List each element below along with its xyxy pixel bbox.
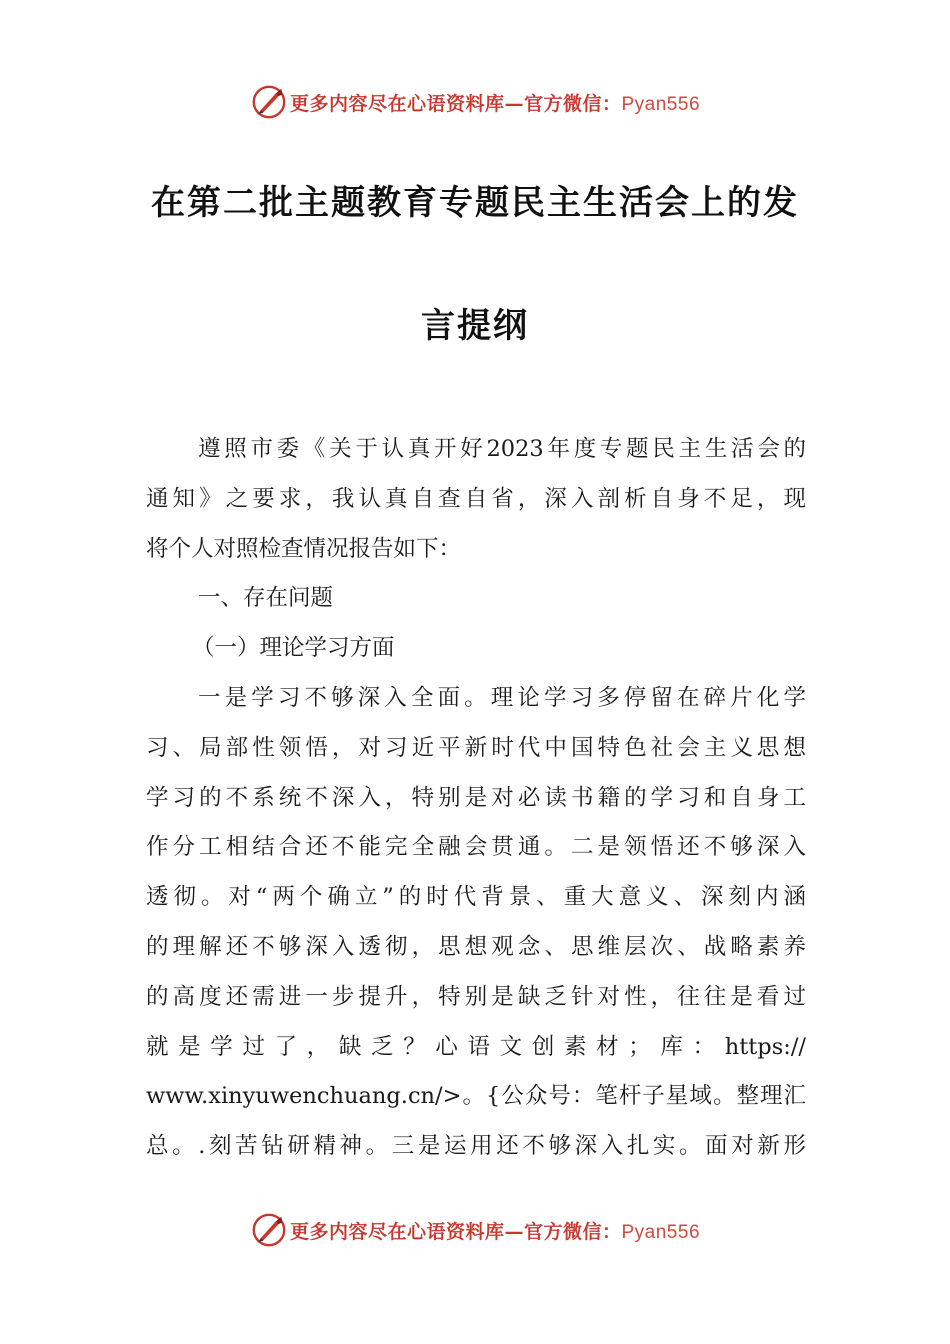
body-line: 的高度还需进一步提升，特别是缺乏针对性，往往是看过 <box>146 983 806 1010</box>
document-title-line-2: 言提纲 <box>421 306 529 346</box>
section-heading: 一、存在问题 <box>198 585 334 612</box>
body-line: 一是学习不够深入全面。理论学习多停留在碎片化学 <box>198 684 806 711</box>
document-body <box>146 425 806 1172</box>
quill-pen-logo-icon <box>250 1211 288 1249</box>
body-line: 透彻。对“两个确立”的时代背景、重大意义、深刻内涵 <box>146 884 806 911</box>
footer-banner <box>0 1210 950 1250</box>
body-line: 总。.刻苦钻研精神。三是运用还不够深入扎实。面对新形 <box>146 1133 806 1160</box>
body-line: 学习的不系统不深入，特别是对必读书籍的学习和自身工 <box>146 784 806 811</box>
document-title-line-1: 在第二批主题教育专题民主生活会上的发 <box>151 183 799 223</box>
body-line: www.xinyuwenchuang.cn/>。{公众号：笔杆子星域。整理汇 <box>146 1083 806 1110</box>
subsection-heading: （一）理论学习方面 <box>192 635 395 662</box>
body-line: 遵照市委《关于认真开好2023年度专题民主生活会的 <box>198 436 806 462</box>
body-line: 就是学过了，缺乏？心语文创素材；库：https:// <box>146 1033 806 1060</box>
quill-pen-logo-icon <box>250 83 288 121</box>
banner-text: 更多内容尽在心语资料库—官方微信：Pyan556 <box>289 92 701 115</box>
body-line: 的理解还不够深入透彻，思想观念、思维层次、战略素养 <box>146 933 806 960</box>
body-line: 将个人对照检查情况报告如下： <box>146 535 462 562</box>
body-line: 作分工相结合还不能完全融会贯通。二是领悟还不够深入 <box>146 834 806 861</box>
wechat-handle: Pyan556 <box>621 1221 701 1243</box>
banner-text: 更多内容尽在心语资料库—官方微信：Pyan556 <box>289 1220 701 1243</box>
body-line: 通知》之要求，我认真自查自省，深入剖析自身不足，现 <box>146 485 806 512</box>
header-banner <box>0 82 950 122</box>
wechat-handle: Pyan556 <box>621 93 701 115</box>
body-line: 习、局部性领悟，对习近平新时代中国特色社会主义思想 <box>146 734 806 761</box>
